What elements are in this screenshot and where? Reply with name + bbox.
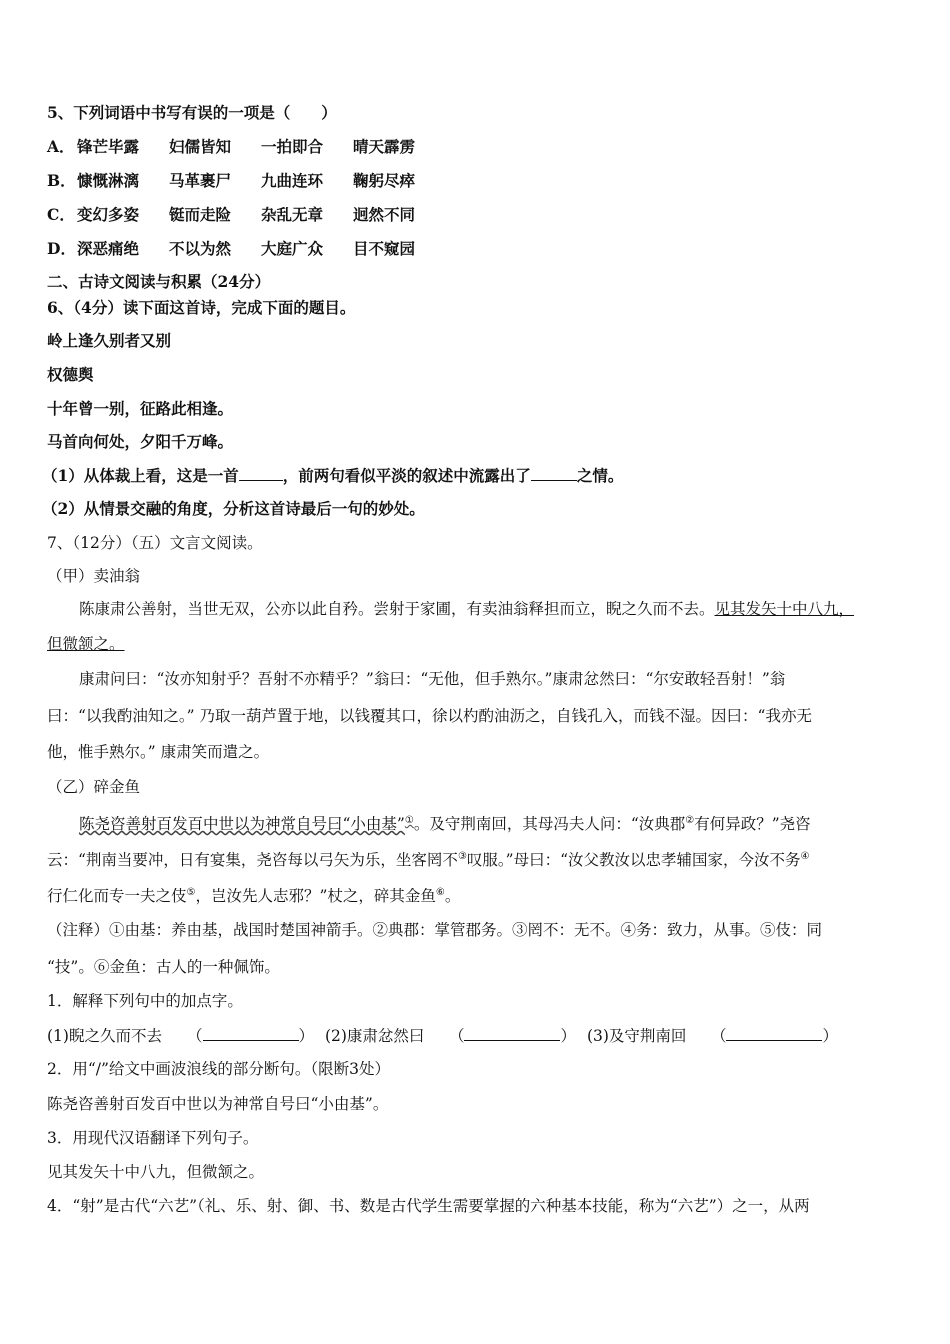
yi-line-1: 陈尧咨善射百发百中世以为神常自号曰“小由基”①。及守荆南回，其母冯夫人问：“汝典郡②有何异政？”尧咨 bbox=[79, 815, 811, 834]
q5-option-c: C． 变幻多姿 铤而走险 杂乱无章 迥然不同 bbox=[47, 205, 416, 224]
yi-line-3: 行仁化而专一夫之伎⑤，岂汝先人志邪？”杖之，碎其金鱼⑥。 bbox=[47, 887, 461, 906]
q5-option-b: B．慷慨淋漓 马革裹尸 九曲连环 鞠躬尽瘁 bbox=[47, 171, 416, 190]
answer-blank[interactable] bbox=[531, 465, 577, 481]
yi-title: （乙）碎金鱼 bbox=[47, 778, 141, 796]
jia-title: （甲）卖油翁 bbox=[47, 567, 141, 585]
jia-para-2-line-1: 康肃问曰：“汝亦知射乎？吾射不亦精乎？”翁曰：“无他，但手熟尔。”康肃忿然曰：“尔安敢轻吾射！”翁 bbox=[79, 670, 786, 688]
annotation-line-2: “技”。⑥金鱼：古人的一种佩饰。 bbox=[47, 958, 280, 976]
sub-question-3-text: 见其发矢十中八九，但微颔之。 bbox=[47, 1163, 265, 1181]
q5-option-a: A． 锋芒毕露 妇儒皆知 一拍即合 晴天霹雳 bbox=[47, 137, 416, 156]
underlined-sentence: 但微颔之。 bbox=[47, 635, 125, 653]
annotation-line-1: （注释）①由基：养由基，战国时楚国神箭手。②典郡：掌管郡务。③罔不：无不。④务：致力，从事。⑤伎：同 bbox=[47, 921, 823, 939]
sub-question-2-text: 陈尧咨善射百发百中世以为神常自号曰“小由基”。 bbox=[47, 1095, 389, 1113]
section-heading: 二、古诗文阅读与积累（24分） bbox=[47, 272, 271, 291]
q6-sub2: （2）从情景交融的角度，分析这首诗最后一句的妙处。 bbox=[42, 499, 425, 518]
poem-line-1: 十年曾一别，征路此相逢。 bbox=[47, 399, 234, 418]
sub-question-2: 2．用“/”给文中画波浪线的部分断句。（限断3处） bbox=[47, 1060, 391, 1078]
q7-title: 7、（12分）（五）文言文阅读。 bbox=[47, 534, 263, 552]
sub-question-1-items: (1)睨之久而不去 （ ） (2)康肃忿然曰 （ ） (3)及守荆南回 （ ） bbox=[47, 1027, 838, 1045]
q6-sub1: （1）从体裁上看，这是一首 ，前两句看似平淡的叙述中流露出了 之情。 bbox=[42, 466, 624, 485]
q5-title: 5、下列词语中书写有误的一项是（ ） bbox=[47, 103, 337, 122]
answer-blank[interactable] bbox=[464, 1025, 560, 1041]
jia-para-1: 陈康肃公善射，当世无双，公亦以此自矜。尝射于家圃，有卖油翁释担而立，睨之久而不去。见其发矢十中八九， bbox=[79, 600, 855, 618]
answer-blank[interactable] bbox=[239, 465, 283, 481]
poem-title: 岭上逢久别者又别 bbox=[47, 331, 172, 350]
sub-question-1: 1．解释下列句中的加点字。 bbox=[47, 992, 243, 1010]
answer-blank[interactable] bbox=[203, 1025, 299, 1041]
q5-option-d: D．深恶痛绝 不以为然 大庭广众 目不窥园 bbox=[47, 239, 416, 258]
poem-line-2: 马首向何处，夕阳千万峰。 bbox=[47, 432, 234, 451]
answer-blank[interactable] bbox=[726, 1025, 822, 1041]
sub-question-3: 3．用现代汉语翻译下列句子。 bbox=[47, 1129, 259, 1147]
q6-title: 6、（4分）读下面这首诗，完成下面的题目。 bbox=[47, 298, 356, 317]
sub-question-4: 4．“射”是古代“六艺”（礼、乐、射、御、书、数是古代学生需要掌握的六种基本技能，称为“六艺”）之一，从两 bbox=[47, 1197, 810, 1215]
wavy-underlined-text: 陈尧咨善射百发百中世以为神常自号曰“小由基” bbox=[79, 815, 405, 834]
poem-author: 权德舆 bbox=[47, 365, 94, 384]
jia-para-1-cont bbox=[47, 634, 125, 654]
yi-line-2: 云：“荆南当要冲，日有宴集，尧咨每以弓矢为乐，坐客罔不③叹服。”母曰：“汝父教汝以忠孝辅国家，今汝不务④ bbox=[47, 851, 810, 870]
jia-para-2-line-2: 曰：“以我酌油知之。” 乃取一葫芦置于地，以钱覆其口，徐以杓酌油沥之，自钱孔入，而钱不湿。因曰：“我亦无 bbox=[47, 707, 812, 725]
jia-para-2-line-3: 他，惟手熟尔。” 康肃笑而遣之。 bbox=[47, 743, 270, 761]
underlined-sentence: 见其发矢十中八九， bbox=[714, 600, 855, 618]
